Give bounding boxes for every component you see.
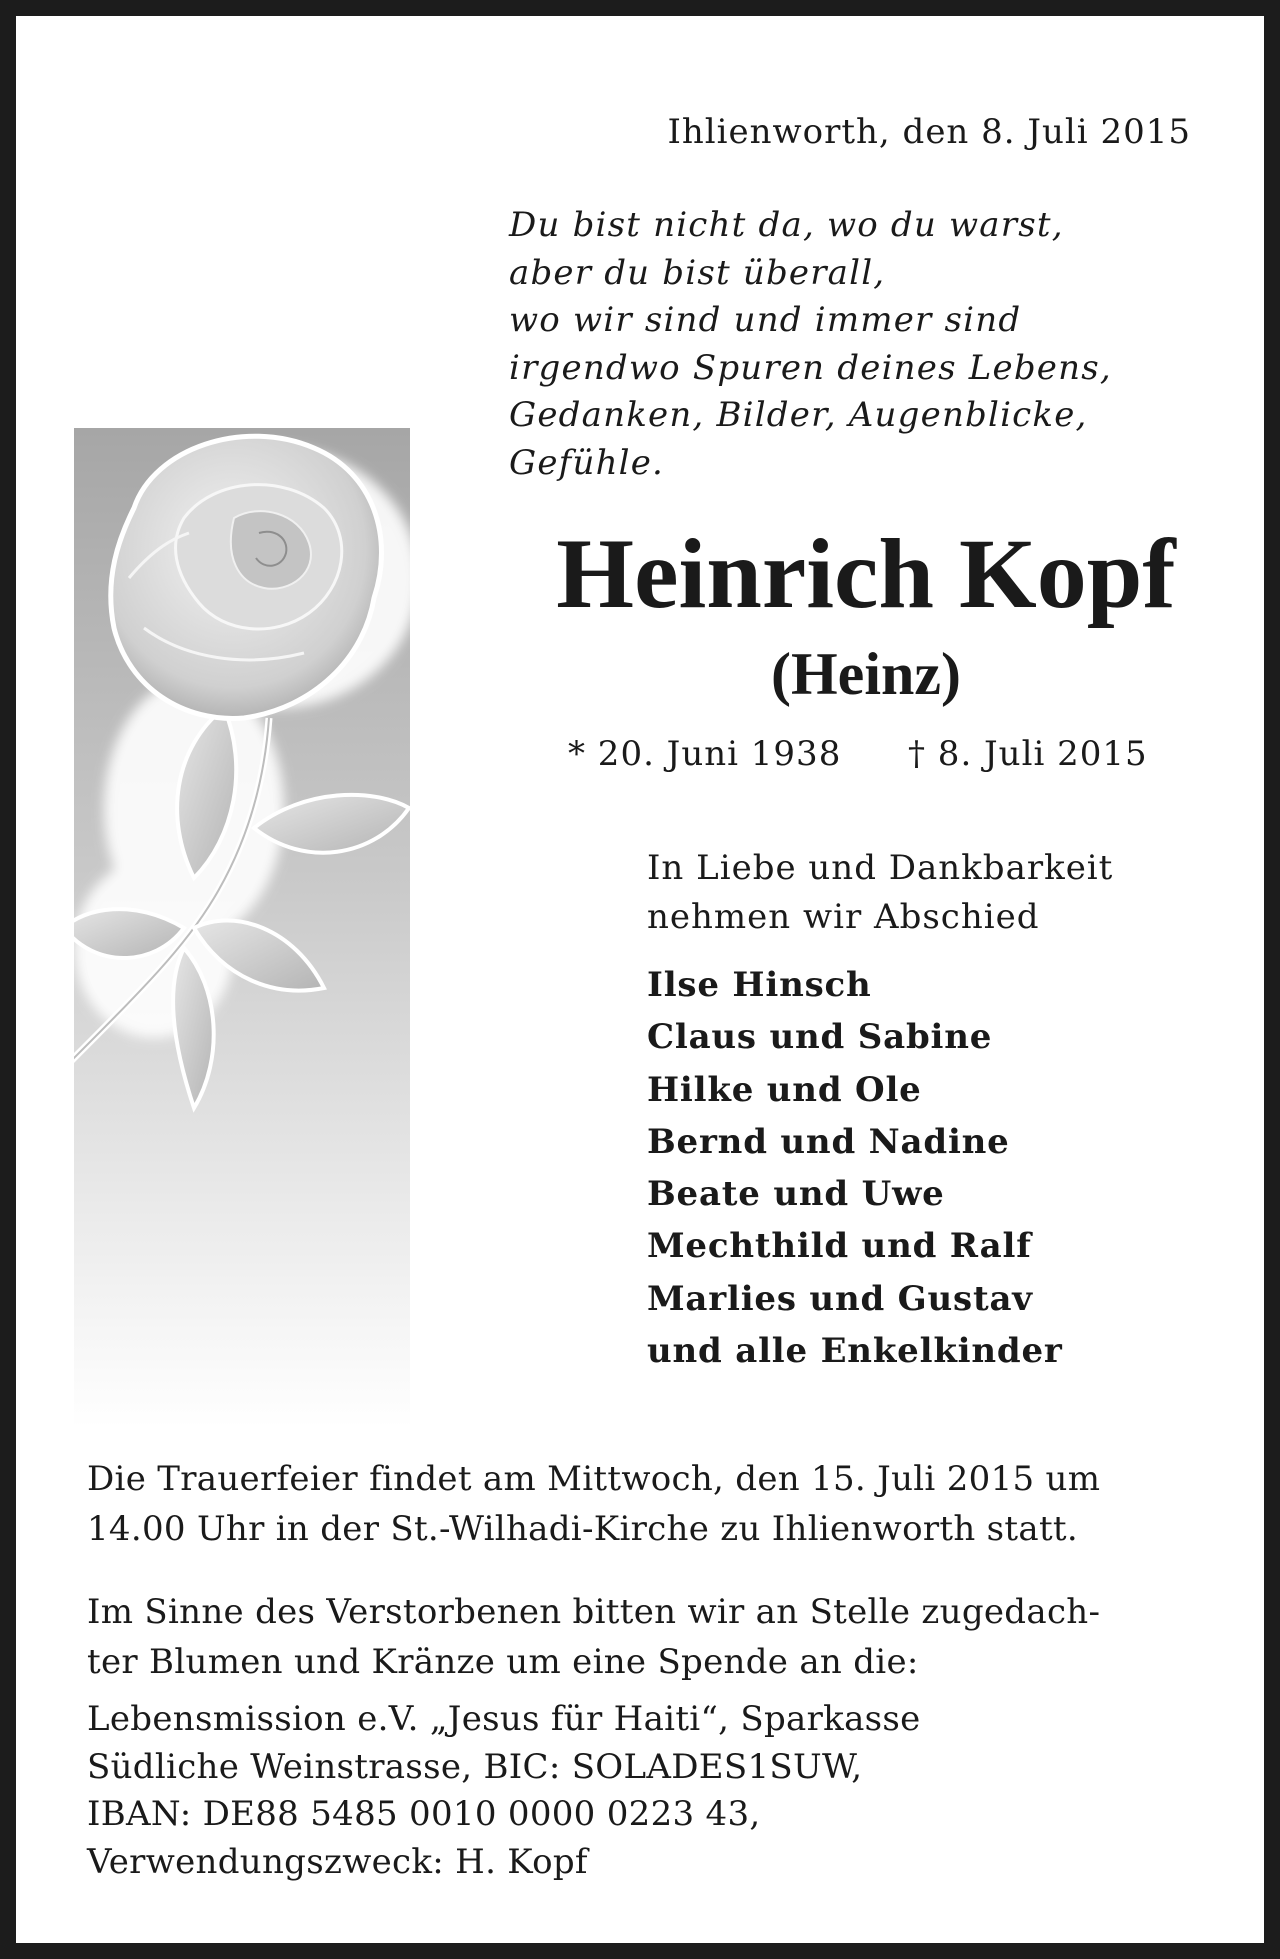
donation-request <box>87 1587 1100 1687</box>
mourner: Mechthild und Ralf <box>647 1226 1032 1267</box>
poem-line: Gedanken, Bilder, Augenblicke, <box>509 395 1088 435</box>
deceased-name: Heinrich Kopf <box>556 518 1176 629</box>
bank-details <box>87 1696 921 1886</box>
mourners-list <box>647 959 1063 1377</box>
service-line: Die Trauerfeier findet am Mittwoch, den 15. Juli 2015 um <box>87 1459 1101 1499</box>
poem-line: aber du bist überall, <box>509 252 886 293</box>
poem-line: wo wir sind und immer sind <box>509 300 1022 340</box>
mourner: Marlies und Gustav <box>647 1278 1033 1319</box>
service-line: 14.00 Uhr in der St.-Wilhadi-Kirche zu Ihlienworth statt. <box>87 1509 1078 1549</box>
farewell-text <box>647 844 1113 942</box>
deceased-nickname: (Heinz) <box>771 641 961 707</box>
birth-date: * 20. Juni 1938 <box>568 734 842 774</box>
mourner: Bernd und Nadine <box>647 1121 1010 1162</box>
bank-line: Verwendungszweck: H. Kopf <box>87 1841 588 1882</box>
place-and-date: Ihlienworth, den 8. Juli 2015 <box>667 112 1191 152</box>
bank-line: IBAN: DE88 5485 0010 0000 0223 43, <box>87 1794 761 1835</box>
bank-line: Südliche Weinstrasse, BIC: SOLADES1SUW, <box>87 1746 863 1787</box>
rose-illustration-icon <box>74 428 410 1428</box>
farewell-line: In Liebe und Dankbarkeit <box>647 848 1114 888</box>
service-info <box>87 1454 1100 1554</box>
poem-line: Gefühle. <box>509 442 665 483</box>
farewell-line: nehmen wir Abschied <box>647 897 1040 937</box>
death-date: † 8. Juli 2015 <box>908 734 1148 774</box>
mourner: Ilse Hinsch <box>647 965 872 1005</box>
bank-line: Lebensmission e.V. „Jesus für Haiti“, Sparkasse <box>87 1699 921 1739</box>
mourner: Claus und Sabine <box>647 1017 993 1058</box>
poem-line: Du bist nicht da, wo du warst, <box>509 205 1064 245</box>
poem-line: irgendwo Spuren deines Lebens, <box>509 347 1112 388</box>
mourner: Beate und Uwe <box>647 1174 945 1215</box>
poem <box>509 202 1112 487</box>
donation-line: ter Blumen und Kränze um eine Spende an die: <box>87 1642 919 1682</box>
donation-line: Im Sinne des Verstorbenen bitten wir an Stelle zugedach- <box>87 1592 1101 1632</box>
mourner: Hilke und Ole <box>647 1069 922 1110</box>
mourner: und alle Enkelkinder <box>647 1331 1063 1372</box>
